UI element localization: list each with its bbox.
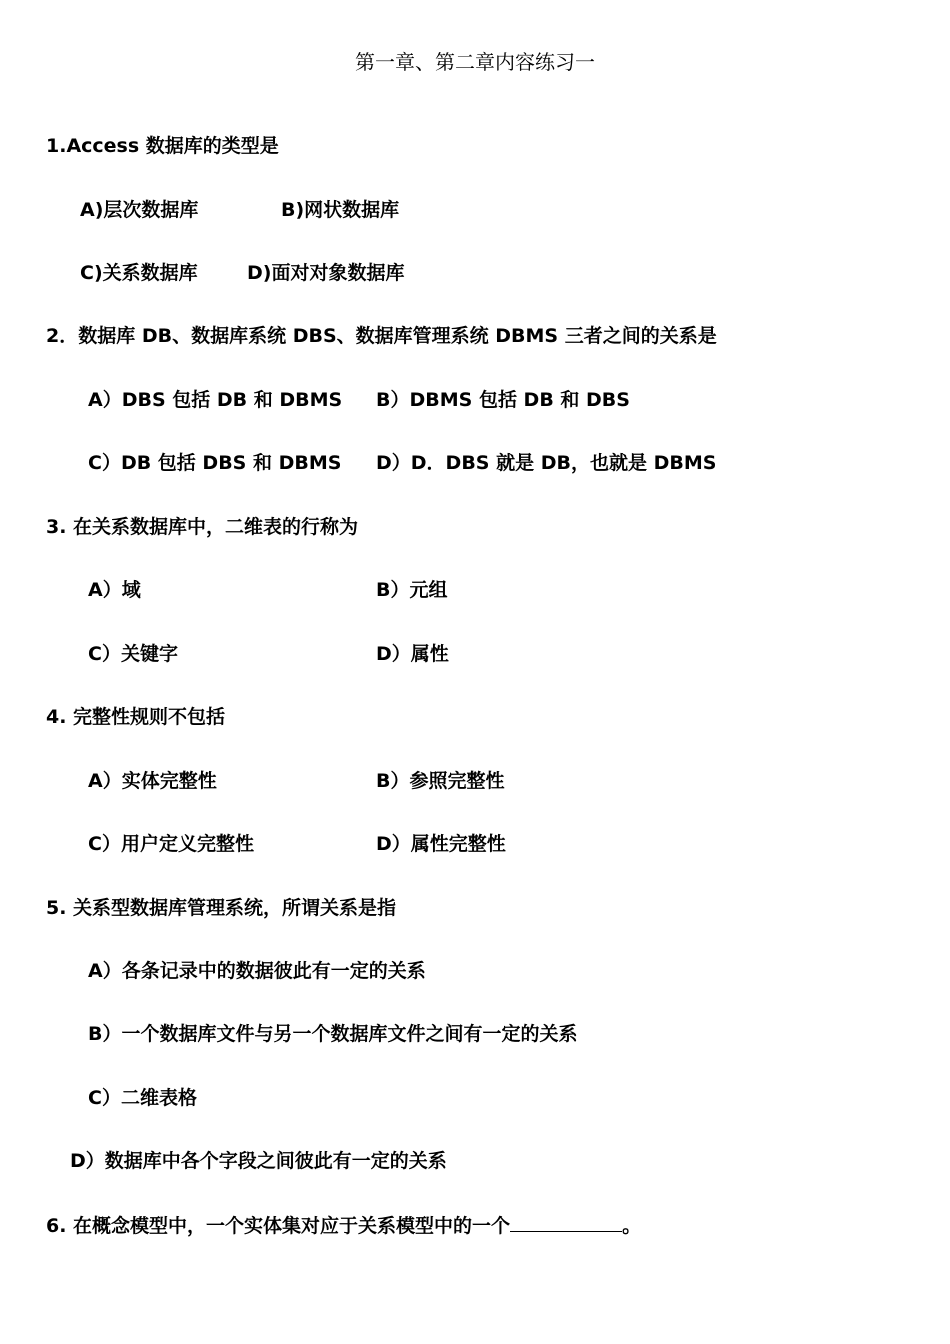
answer-blank[interactable]	[510, 1213, 622, 1232]
question-1-option-a: A)层次数据库	[80, 199, 199, 221]
question-6-end-mark: 。	[622, 1215, 642, 1237]
question-2-option-b: B）DBMS 包括 DB 和 DBS	[376, 389, 630, 411]
question-2-option-c: C）DB 包括 DBS 和 DBMS	[88, 452, 342, 474]
question-1-stem: 1.Access 数据库的类型是	[46, 135, 279, 157]
question-5-stem: 5. 关系型数据库管理系统，所谓关系是指	[46, 897, 397, 919]
question-3-option-a: A）域	[88, 579, 141, 601]
question-3-stem: 3. 在关系数据库中，二维表的行称为	[46, 516, 359, 538]
question-6-stem: 6. 在概念模型中，一个实体集对应于关系模型中的一个	[46, 1215, 511, 1237]
question-4-option-a: A）实体完整性	[88, 770, 217, 792]
page-title: 第一章、第二章内容练习一	[355, 50, 595, 74]
question-4-option-c: C）用户定义完整性	[88, 833, 254, 855]
question-4-option-b: B）参照完整性	[376, 770, 505, 792]
question-3-option-d: D）属性	[376, 643, 449, 665]
question-1-option-d: D)面对对象数据库	[247, 262, 405, 284]
question-6	[46, 1213, 641, 1238]
question-4-stem: 4. 完整性规则不包括	[46, 706, 226, 728]
question-5-option-c: C）二维表格	[88, 1087, 197, 1109]
question-2-option-a: A）DBS 包括 DB 和 DBMS	[88, 389, 343, 411]
question-5-option-a: A）各条记录中的数据彼此有一定的关系	[88, 960, 426, 982]
question-2-option-d: D）D．DBS 就是 DB，也就是 DBMS	[376, 452, 717, 474]
question-3-option-b: B）元组	[376, 579, 448, 601]
question-5-option-d: D）数据库中各个字段之间彼此有一定的关系	[70, 1150, 447, 1172]
question-1-option-c: C)关系数据库	[80, 262, 198, 284]
question-5-option-b: B）一个数据库文件与另一个数据库文件之间有一定的关系	[88, 1023, 578, 1045]
question-4-option-d: D）属性完整性	[376, 833, 506, 855]
question-2-stem: 2．数据库 DB、数据库系统 DBS、数据库管理系统 DBMS 三者之间的关系是	[46, 325, 717, 347]
question-3-option-c: C）关键字	[88, 643, 178, 665]
question-1-option-b: B)网状数据库	[281, 199, 400, 221]
